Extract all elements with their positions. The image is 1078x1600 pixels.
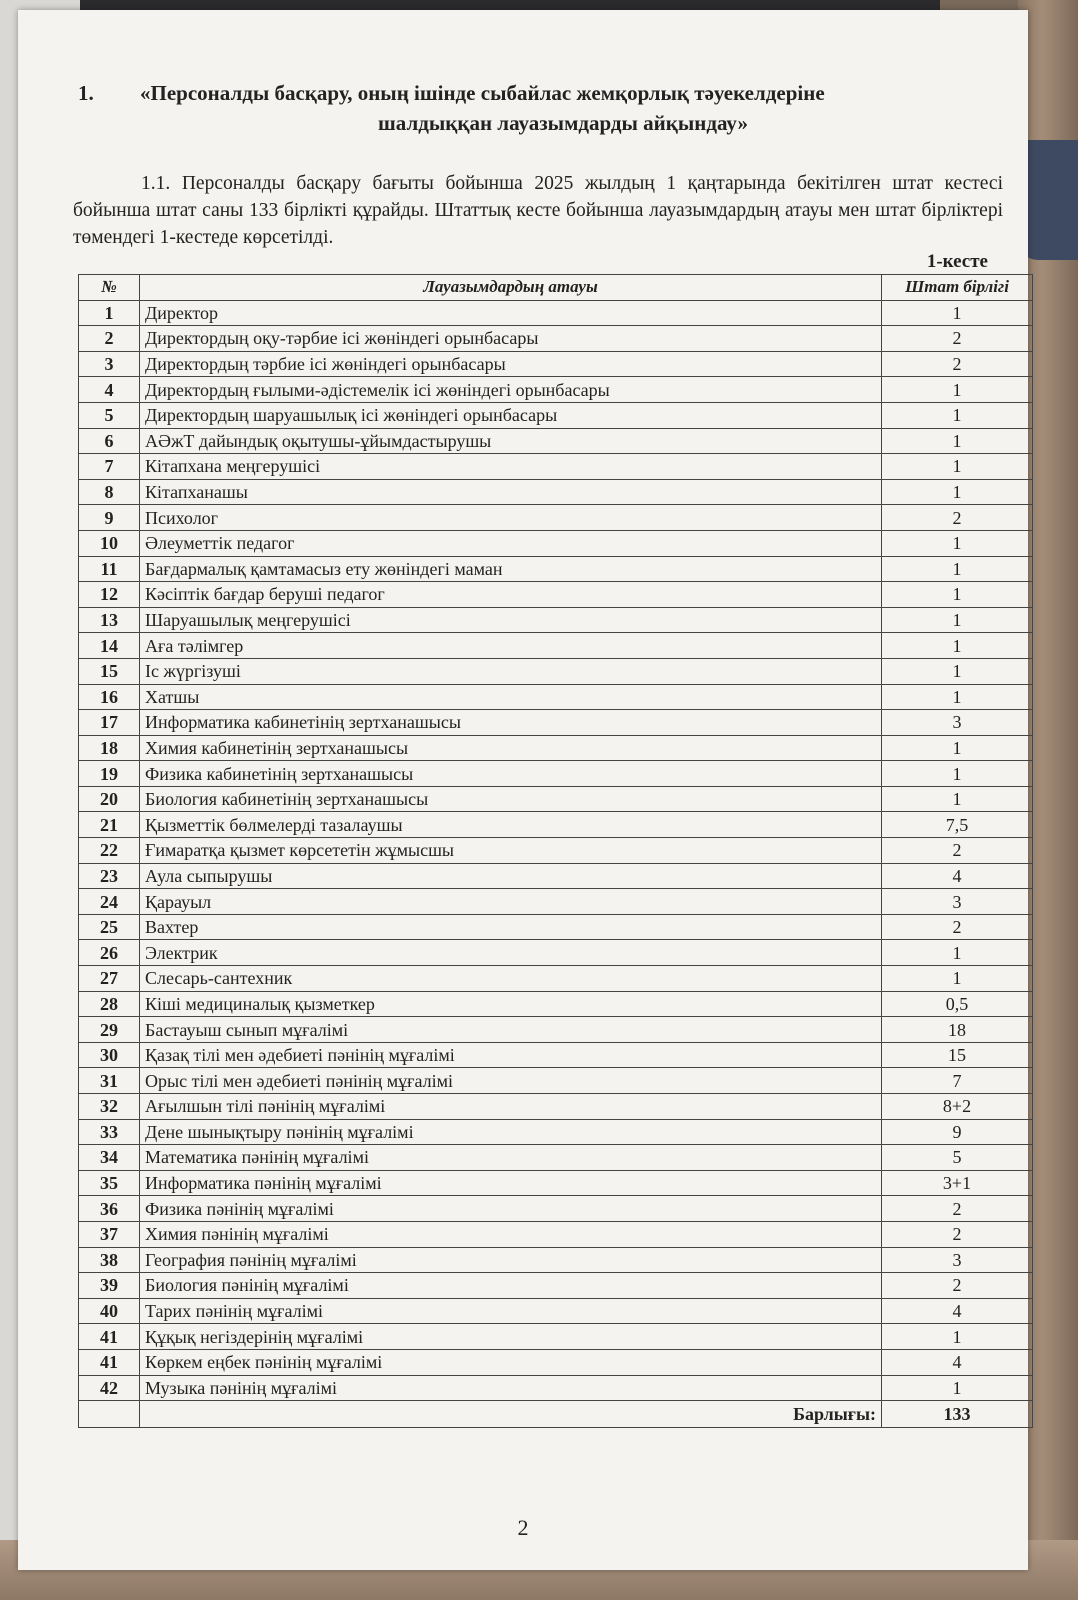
row-number: 22 [79,838,140,864]
header-units: Штат бірлігі [882,275,1033,301]
staff-units: 3 [882,1247,1033,1273]
table-row [79,1145,1033,1171]
position-name: Директор [140,300,882,326]
row-number: 6 [79,428,140,454]
row-number: 1 [79,300,140,326]
section-title-line2: шалдыққан лауазымдарды айқындау» [378,111,748,135]
table-row [79,914,1033,940]
position-name: Қарауыл [140,889,882,915]
table-row [79,1349,1033,1375]
header-position: Лауазымдардың атауы [140,275,882,301]
table-row [79,428,1033,454]
position-name: Биология кабинетінің зертханашысы [140,786,882,812]
table-row [79,1119,1033,1145]
row-number: 7 [79,454,140,480]
position-name: Информатика кабинетінің зертханашысы [140,710,882,736]
row-number: 27 [79,966,140,992]
table-row [79,1247,1033,1273]
position-name: Биология пәнінің мұғалімі [140,1273,882,1299]
table-row [79,454,1033,480]
row-number: 21 [79,812,140,838]
position-name: Тарих пәнінің мұғалімі [140,1298,882,1324]
staff-units: 1 [882,1324,1033,1350]
row-number: 26 [79,940,140,966]
staff-units: 3+1 [882,1170,1033,1196]
position-name: Физика пәнінің мұғалімі [140,1196,882,1222]
document-page [18,10,1028,1570]
position-name: Хатшы [140,684,882,710]
position-name: Орыс тілі мен әдебиеті пәнінің мұғалімі [140,1068,882,1094]
staff-units: 5 [882,1145,1033,1171]
staff-units: 1 [882,966,1033,992]
row-number: 37 [79,1221,140,1247]
row-number: 17 [79,710,140,736]
table-row [79,505,1033,531]
row-number: 15 [79,658,140,684]
staff-units: 18 [882,1017,1033,1043]
staff-units: 2 [882,326,1033,352]
row-number: 38 [79,1247,140,1273]
row-number: 5 [79,402,140,428]
staff-units: 1 [882,402,1033,428]
row-number: 18 [79,735,140,761]
position-name: Директордың тәрбие ісі жөніндегі орынбасары [140,351,882,377]
table-row [79,1094,1033,1120]
staff-units: 2 [882,1221,1033,1247]
table-row [79,684,1033,710]
table-row [79,710,1033,736]
table-row [79,556,1033,582]
row-number: 25 [79,914,140,940]
position-name: Қазақ тілі мен әдебиеті пәнінің мұғалімі [140,1042,882,1068]
row-number: 20 [79,786,140,812]
row-number: 23 [79,863,140,889]
position-name: Қызметтік бөлмелерді тазалаушы [140,812,882,838]
table-row [79,300,1033,326]
table-row [79,1324,1033,1350]
row-number: 12 [79,582,140,608]
position-name: Физика кабинетінің зертханашысы [140,761,882,787]
row-number: 16 [79,684,140,710]
staff-units: 15 [882,1042,1033,1068]
row-number: 42 [79,1375,140,1401]
row-number: 40 [79,1298,140,1324]
staff-units: 4 [882,1298,1033,1324]
table-row [79,761,1033,787]
total-row [79,1401,1033,1428]
position-name: Психолог [140,505,882,531]
row-number: 4 [79,377,140,403]
table-row [79,1017,1033,1043]
position-name: Көркем еңбек пәнінің мұғалімі [140,1349,882,1375]
staff-units: 1 [882,633,1033,659]
staff-units: 2 [882,1273,1033,1299]
table-row [79,735,1033,761]
position-name: Кітапхана меңгерушісі [140,454,882,480]
table-row [79,889,1033,915]
staff-units: 2 [882,505,1033,531]
row-number: 33 [79,1119,140,1145]
table-row [79,1273,1033,1299]
position-name: Электрик [140,940,882,966]
table-row [79,812,1033,838]
staff-units: 2 [882,838,1033,864]
position-name: Бастауыш сынып мұғалімі [140,1017,882,1043]
position-name: Аула сыпырушы [140,863,882,889]
staff-units: 9 [882,1119,1033,1145]
row-number: 32 [79,1094,140,1120]
position-name: АӘжТ дайындық оқытушы-ұйымдастырушы [140,428,882,454]
staff-units: 1 [882,377,1033,403]
position-name: Әлеуметтік педагог [140,530,882,556]
table-row [79,991,1033,1017]
table-row [79,1196,1033,1222]
table-row [79,1298,1033,1324]
section-number: 1. [78,81,94,105]
position-name: Кәсіптік бағдар беруші педагог [140,582,882,608]
staff-units: 1 [882,1375,1033,1401]
table-row [79,326,1033,352]
staff-units: 4 [882,863,1033,889]
position-name: Информатика пәнінің мұғалімі [140,1170,882,1196]
row-number: 8 [79,479,140,505]
staff-units: 1 [882,530,1033,556]
staff-units: 1 [882,658,1033,684]
staff-units: 1 [882,479,1033,505]
row-number: 13 [79,607,140,633]
staff-units: 7,5 [882,812,1033,838]
row-number: 36 [79,1196,140,1222]
position-name: Математика пәнінің мұғалімі [140,1145,882,1171]
table-caption: 1-кесте [926,251,988,272]
position-name: Кітапханашы [140,479,882,505]
row-number: 30 [79,1042,140,1068]
position-name: Слесарь-сантехник [140,966,882,992]
staff-units: 1 [882,300,1033,326]
table-row [79,633,1033,659]
table-row [79,607,1033,633]
table-row [79,582,1033,608]
table-header-row [79,275,1033,301]
staff-units: 1 [882,684,1033,710]
staff-units: 2 [882,914,1033,940]
table-body [79,300,1033,1428]
position-name: Директордың оқу-тәрбие ісі жөніндегі орынбасары [140,326,882,352]
position-name: Химия пәнінің мұғалімі [140,1221,882,1247]
staff-units: 8+2 [882,1094,1033,1120]
position-name: Вахтер [140,914,882,940]
staff-units: 1 [882,454,1033,480]
table-row [79,479,1033,505]
staff-units: 2 [882,351,1033,377]
row-number: 31 [79,1068,140,1094]
row-number: 39 [79,1273,140,1299]
row-number: 35 [79,1170,140,1196]
staff-units: 2 [882,1196,1033,1222]
section-title-line1: «Персоналды басқару, оның ішінде сыбайлас жемқорлық тәуекелдеріне [140,81,825,105]
row-number: 24 [79,889,140,915]
staff-units: 0,5 [882,991,1033,1017]
row-number: 19 [79,761,140,787]
table-row [79,838,1033,864]
position-name: Дене шынықтыру пәнінің мұғалімі [140,1119,882,1145]
staff-units: 3 [882,710,1033,736]
total-label: Барлығы: [140,1401,882,1428]
row-number: 3 [79,351,140,377]
staff-units: 1 [882,786,1033,812]
staff-units: 7 [882,1068,1033,1094]
position-name: Директордың шаруашылық ісі жөніндегі орынбасары [140,402,882,428]
row-number: 34 [79,1145,140,1171]
row-number: 14 [79,633,140,659]
table-row [79,863,1033,889]
total-value: 133 [882,1401,1033,1428]
position-name: Іс жүргізуші [140,658,882,684]
intro-paragraph: 1.1. Персоналды басқару бағыты бойынша 2025 жылдың 1 қаңтарында бекітілген штат кестесі бойынша штат саны 133 бірлікті құрайды. Штаттық кесте бойынша лауазымдардың атауы мен штат бірліктері төмендегі 1-кестеде көрсетілді. [73,173,1003,248]
staff-table [78,274,1033,1428]
staff-units: 1 [882,428,1033,454]
table-row [79,786,1033,812]
staff-units: 4 [882,1349,1033,1375]
table-row [79,1221,1033,1247]
table-row [79,402,1033,428]
table-row [79,1068,1033,1094]
table-row [79,1375,1033,1401]
position-name: Химия кабинетінің зертханашысы [140,735,882,761]
header-number: № [79,275,140,301]
row-number: 29 [79,1017,140,1043]
table-row [79,1042,1033,1068]
row-number: 41 [79,1324,140,1350]
position-name: Ғимаратқа қызмет көрсететін жұмысшы [140,838,882,864]
position-name: Шаруашылық меңгерушісі [140,607,882,633]
position-name: Директордың ғылыми-әдістемелік ісі жөніндегі орынбасары [140,377,882,403]
staff-units: 1 [882,761,1033,787]
row-number: 10 [79,530,140,556]
row-number: 2 [79,326,140,352]
staff-units: 1 [882,607,1033,633]
table-row [79,1170,1033,1196]
position-name: Аға тәлімгер [140,633,882,659]
position-name: Музыка пәнінің мұғалімі [140,1375,882,1401]
table-row [79,377,1033,403]
table-row [79,940,1033,966]
row-number: 11 [79,556,140,582]
position-name: Бағдармалық қамтамасыз ету жөніндегі маман [140,556,882,582]
staff-units: 3 [882,889,1033,915]
staff-units: 1 [882,582,1033,608]
table-row [79,530,1033,556]
table-row [79,658,1033,684]
position-name: Құқық негіздерінің мұғалімі [140,1324,882,1350]
row-number: 28 [79,991,140,1017]
table-row [79,966,1033,992]
row-number: 41 [79,1349,140,1375]
staff-units: 1 [882,940,1033,966]
staff-units: 1 [882,556,1033,582]
position-name: География пәнінің мұғалімі [140,1247,882,1273]
total-empty-cell [79,1401,140,1428]
page-number: 2 [517,1515,529,1540]
row-number: 9 [79,505,140,531]
position-name: Ағылшын тілі пәнінің мұғалімі [140,1094,882,1120]
staff-units: 1 [882,735,1033,761]
position-name: Кіші медициналық қызметкер [140,991,882,1017]
table-row [79,351,1033,377]
